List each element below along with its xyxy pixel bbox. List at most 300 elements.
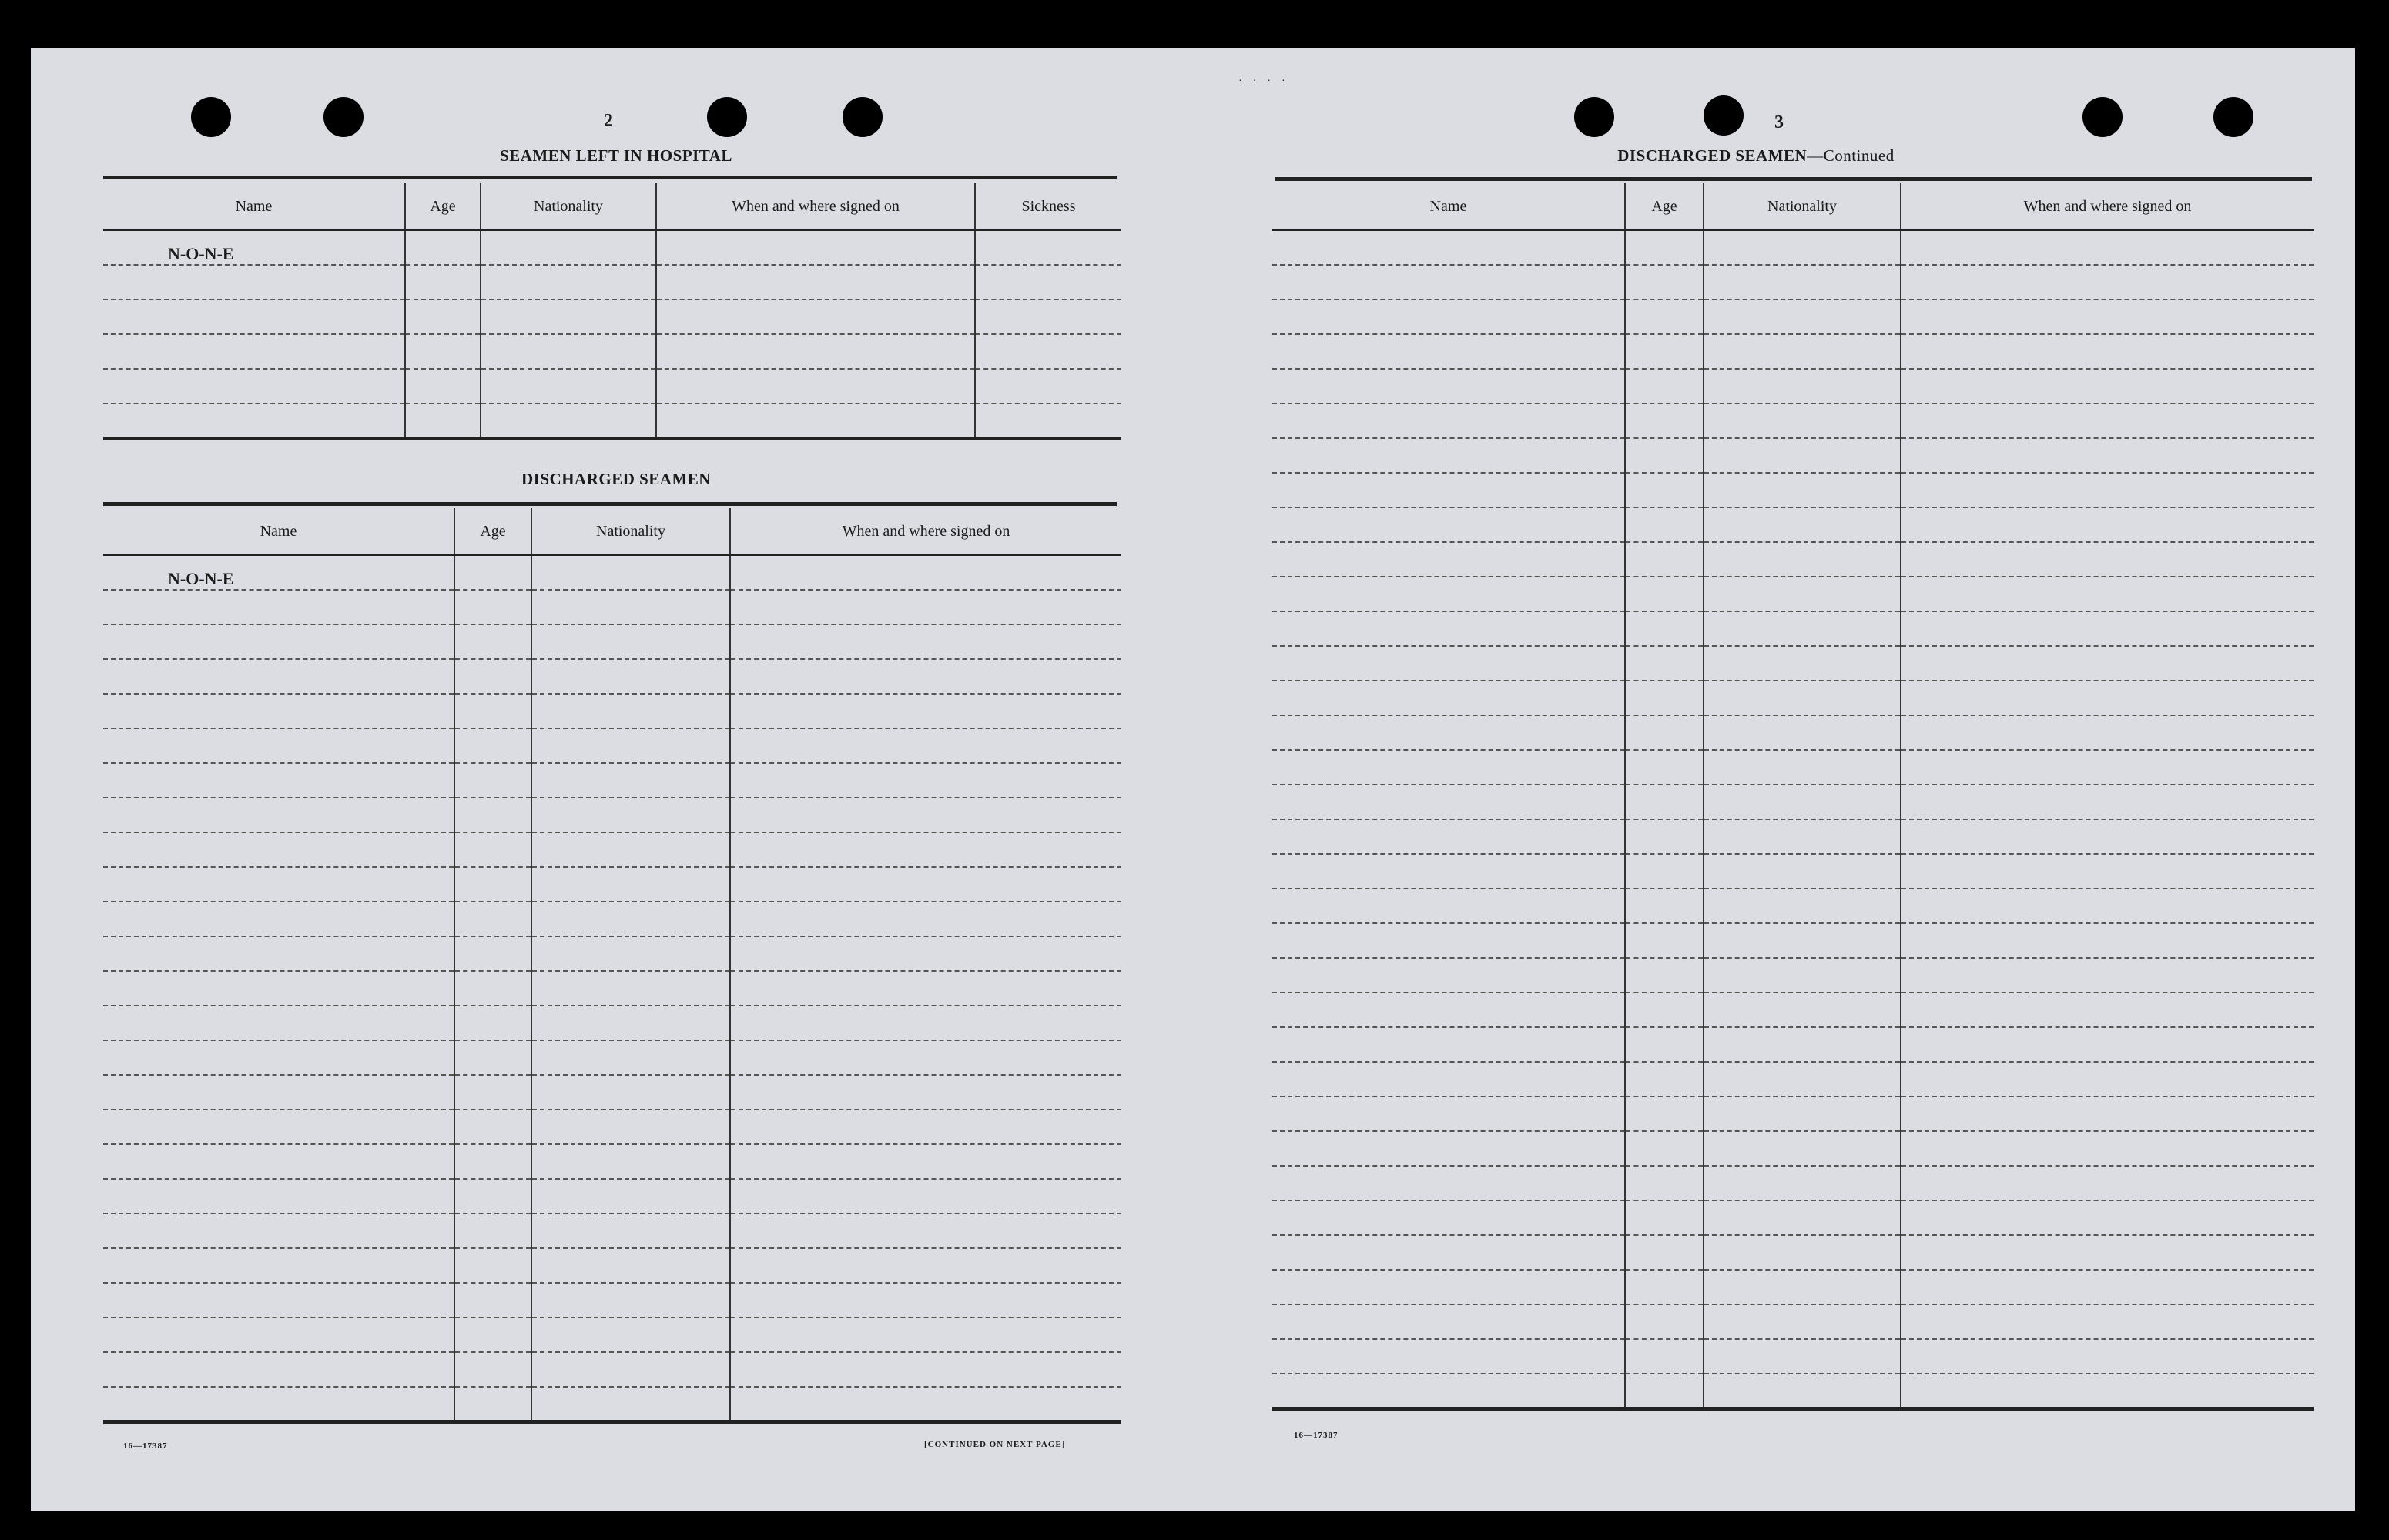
table-cell bbox=[531, 1075, 730, 1110]
table-cell bbox=[531, 867, 730, 902]
table-cell bbox=[975, 300, 1121, 334]
table-cell bbox=[481, 300, 656, 334]
table-cell bbox=[1272, 785, 1625, 819]
table-cell bbox=[1625, 230, 1704, 265]
table-row bbox=[1272, 889, 2314, 923]
table-cell bbox=[1272, 958, 1625, 993]
table-cell bbox=[1704, 854, 1901, 889]
table-cell bbox=[1901, 265, 2314, 300]
table-cell bbox=[1625, 403, 1704, 438]
table-cell bbox=[1625, 1304, 1704, 1339]
table-row bbox=[103, 1110, 1121, 1144]
punch-hole bbox=[1704, 95, 1744, 136]
table-cell bbox=[1625, 1200, 1704, 1235]
table-cell bbox=[1272, 993, 1625, 1027]
table-cell bbox=[1704, 1235, 1901, 1270]
table-cell bbox=[531, 936, 730, 971]
table-cell bbox=[103, 971, 454, 1006]
table-cell bbox=[1901, 507, 2314, 542]
table-cell bbox=[531, 1040, 730, 1075]
table-cell bbox=[103, 1387, 454, 1421]
table-cell bbox=[103, 624, 454, 659]
table-cell bbox=[1704, 300, 1901, 334]
table-cell bbox=[1272, 1374, 1625, 1408]
table-cell bbox=[1272, 1339, 1625, 1374]
table-cell bbox=[531, 1179, 730, 1214]
table-cell bbox=[1901, 1096, 2314, 1131]
column-header-nationality: Nationality bbox=[531, 508, 730, 555]
discharged-top-rule bbox=[103, 502, 1117, 506]
table-cell bbox=[454, 555, 531, 590]
table-row bbox=[1272, 1166, 2314, 1200]
table-cell bbox=[1901, 889, 2314, 923]
table-cell bbox=[1901, 334, 2314, 369]
table-cell bbox=[730, 971, 1121, 1006]
table-cell bbox=[656, 403, 975, 438]
hospital-table bbox=[103, 183, 1121, 440]
table-cell bbox=[1272, 473, 1625, 507]
table-row bbox=[1272, 1304, 2314, 1339]
table-row bbox=[1272, 611, 2314, 646]
scanned-form-spread bbox=[31, 48, 2355, 1511]
table-cell bbox=[103, 1179, 454, 1214]
punch-hole bbox=[323, 97, 364, 137]
table-row bbox=[1272, 473, 2314, 507]
discharged-continued-table-body bbox=[1272, 230, 2314, 1408]
table-cell bbox=[1272, 1096, 1625, 1131]
table-row bbox=[103, 763, 1121, 798]
table-cell bbox=[1625, 681, 1704, 715]
table-cell bbox=[1901, 1235, 2314, 1270]
discharged-continued-table bbox=[1272, 183, 2314, 1411]
table-cell bbox=[531, 832, 730, 867]
table-cell bbox=[1901, 993, 2314, 1027]
table-cell bbox=[1625, 542, 1704, 577]
form-number-right: 16—17387 bbox=[1294, 1431, 1339, 1440]
table-cell bbox=[1704, 507, 1901, 542]
table-cell bbox=[975, 403, 1121, 438]
table-row bbox=[1272, 1027, 2314, 1062]
table-cell bbox=[1704, 1131, 1901, 1166]
table-cell bbox=[1272, 923, 1625, 958]
table-cell bbox=[454, 1179, 531, 1214]
table-cell bbox=[405, 300, 481, 334]
table-cell bbox=[481, 403, 656, 438]
table-cell bbox=[531, 1387, 730, 1421]
table-cell bbox=[405, 265, 481, 300]
table-cell bbox=[1272, 819, 1625, 854]
table-cell bbox=[1704, 923, 1901, 958]
table-cell bbox=[1704, 611, 1901, 646]
column-header-nationality: Nationality bbox=[1704, 183, 1901, 230]
column-header-signed-on: When and where signed on bbox=[1901, 183, 2314, 230]
discharged-section-title: DISCHARGED SEAMEN bbox=[521, 470, 711, 488]
table-cell bbox=[1625, 1131, 1704, 1166]
table-cell bbox=[531, 1317, 730, 1352]
table-cell bbox=[531, 902, 730, 936]
continued-label: —Continued bbox=[1807, 146, 1895, 165]
table-cell bbox=[1272, 438, 1625, 473]
table-cell bbox=[1625, 577, 1704, 611]
table-cell bbox=[405, 230, 481, 265]
table-cell bbox=[1901, 542, 2314, 577]
table-cell bbox=[1901, 1200, 2314, 1235]
table-cell bbox=[531, 1283, 730, 1317]
table-cell bbox=[1272, 646, 1625, 681]
table-cell bbox=[1272, 334, 1625, 369]
table-cell bbox=[1704, 473, 1901, 507]
table-cell bbox=[531, 1144, 730, 1179]
table-row bbox=[103, 403, 1121, 438]
table-cell bbox=[1704, 889, 1901, 923]
table-row bbox=[1272, 542, 2314, 577]
table-cell bbox=[454, 1248, 531, 1283]
table-cell bbox=[730, 1179, 1121, 1214]
table-row bbox=[1272, 507, 2314, 542]
table-cell bbox=[454, 1387, 531, 1421]
table-cell bbox=[1901, 715, 2314, 750]
table-cell bbox=[730, 936, 1121, 971]
table-cell bbox=[1704, 1027, 1901, 1062]
table-cell bbox=[656, 334, 975, 369]
table-row bbox=[103, 798, 1121, 832]
table-row bbox=[1272, 1339, 2314, 1374]
table-cell bbox=[1901, 230, 2314, 265]
table-cell bbox=[730, 1040, 1121, 1075]
table-cell bbox=[1704, 1339, 1901, 1374]
table-cell bbox=[1272, 1304, 1625, 1339]
table-cell bbox=[1272, 1131, 1625, 1166]
table-cell bbox=[103, 936, 454, 971]
table-row bbox=[103, 694, 1121, 728]
table-cell bbox=[1625, 507, 1704, 542]
punch-hole bbox=[2082, 97, 2123, 137]
table-cell bbox=[656, 265, 975, 300]
table-cell bbox=[531, 1006, 730, 1040]
table-cell bbox=[1901, 1131, 2314, 1166]
page-number-right: 3 bbox=[1774, 112, 1784, 132]
table-row bbox=[1272, 785, 2314, 819]
table-cell bbox=[1272, 681, 1625, 715]
table-cell bbox=[730, 1110, 1121, 1144]
table-cell bbox=[103, 1283, 454, 1317]
punch-hole bbox=[843, 97, 883, 137]
table-cell bbox=[454, 763, 531, 798]
table-cell bbox=[1704, 230, 1901, 265]
table-row bbox=[103, 1006, 1121, 1040]
table-cell bbox=[454, 832, 531, 867]
table-cell bbox=[1625, 958, 1704, 993]
table-cell bbox=[531, 624, 730, 659]
table-cell bbox=[1625, 1270, 1704, 1304]
table-cell bbox=[1901, 923, 2314, 958]
table-row bbox=[1272, 750, 2314, 785]
table-cell bbox=[1901, 369, 2314, 403]
table-row bbox=[1272, 646, 2314, 681]
table-cell bbox=[730, 1387, 1121, 1421]
table-row bbox=[1272, 1374, 2314, 1408]
table-header-row bbox=[1272, 183, 2314, 230]
table-cell bbox=[1625, 1166, 1704, 1200]
table-cell bbox=[1272, 577, 1625, 611]
table-cell bbox=[1704, 750, 1901, 785]
table-cell bbox=[1625, 993, 1704, 1027]
table-cell bbox=[1625, 854, 1704, 889]
table-row bbox=[103, 867, 1121, 902]
table-cell bbox=[1901, 750, 2314, 785]
table-cell bbox=[1272, 300, 1625, 334]
table-cell bbox=[1704, 438, 1901, 473]
table-cell bbox=[1704, 1374, 1901, 1408]
table-cell bbox=[1901, 300, 2314, 334]
table-row bbox=[103, 659, 1121, 694]
table-cell bbox=[1901, 681, 2314, 715]
table-cell bbox=[730, 1352, 1121, 1387]
table-header-row bbox=[103, 508, 1121, 555]
table-row bbox=[103, 334, 1121, 369]
punch-hole bbox=[1574, 97, 1614, 137]
table-cell bbox=[730, 1317, 1121, 1352]
table-cell bbox=[730, 867, 1121, 902]
table-cell bbox=[1704, 993, 1901, 1027]
table-row bbox=[1272, 265, 2314, 300]
table-cell bbox=[531, 728, 730, 763]
table-cell bbox=[730, 1283, 1121, 1317]
table-row bbox=[1272, 854, 2314, 889]
table-cell bbox=[1901, 438, 2314, 473]
punch-hole bbox=[2213, 97, 2253, 137]
table-row bbox=[103, 936, 1121, 971]
table-cell bbox=[103, 659, 454, 694]
table-row bbox=[103, 1352, 1121, 1387]
table-cell bbox=[1272, 265, 1625, 300]
table-row bbox=[1272, 958, 2314, 993]
form-number-left: 16—17387 bbox=[123, 1441, 168, 1451]
table-row bbox=[1272, 923, 2314, 958]
table-row bbox=[103, 1317, 1121, 1352]
table-cell bbox=[1625, 923, 1704, 958]
table-row bbox=[103, 832, 1121, 867]
table-row bbox=[103, 369, 1121, 403]
column-header-age: Age bbox=[405, 183, 481, 230]
entry-none: N-O-N-E bbox=[103, 230, 405, 265]
table-cell bbox=[1901, 1166, 2314, 1200]
discharged-table bbox=[103, 508, 1121, 1424]
table-cell bbox=[1704, 1200, 1901, 1235]
table-cell bbox=[454, 1144, 531, 1179]
table-row bbox=[103, 265, 1121, 300]
table-cell bbox=[454, 1075, 531, 1110]
discharged-continued-top-rule bbox=[1275, 177, 2312, 181]
table-cell bbox=[975, 369, 1121, 403]
table-cell bbox=[1901, 1374, 2314, 1408]
table-cell bbox=[1901, 577, 2314, 611]
table-cell bbox=[1901, 1339, 2314, 1374]
scan-specks: ···· bbox=[1238, 75, 1296, 87]
table-row bbox=[1272, 993, 2314, 1027]
table-cell bbox=[1901, 646, 2314, 681]
table-cell bbox=[1901, 1027, 2314, 1062]
table-cell bbox=[1901, 1304, 2314, 1339]
table-row bbox=[103, 1214, 1121, 1248]
table-row bbox=[1272, 715, 2314, 750]
table-row bbox=[103, 300, 1121, 334]
table-row bbox=[1272, 1096, 2314, 1131]
table-cell bbox=[454, 1006, 531, 1040]
table-row bbox=[1272, 230, 2314, 265]
table-cell bbox=[1625, 785, 1704, 819]
table-cell bbox=[656, 369, 975, 403]
table-cell bbox=[103, 590, 454, 624]
table-cell bbox=[1704, 646, 1901, 681]
table-cell bbox=[1704, 715, 1901, 750]
table-row bbox=[1272, 1131, 2314, 1166]
table-cell bbox=[103, 369, 405, 403]
table-cell bbox=[454, 590, 531, 624]
table-cell bbox=[454, 798, 531, 832]
discharged-continued-title bbox=[1602, 146, 1910, 166]
table-cell bbox=[103, 1248, 454, 1283]
column-header-age: Age bbox=[1625, 183, 1704, 230]
table-cell bbox=[531, 659, 730, 694]
table-row bbox=[1272, 577, 2314, 611]
table-cell bbox=[454, 659, 531, 694]
column-header-nationality: Nationality bbox=[481, 183, 656, 230]
table-row bbox=[1272, 819, 2314, 854]
table-cell bbox=[730, 1144, 1121, 1179]
table-cell bbox=[1625, 1062, 1704, 1096]
table-cell bbox=[531, 763, 730, 798]
table-cell bbox=[103, 1352, 454, 1387]
table-cell bbox=[531, 590, 730, 624]
discharged-continued-title-main: DISCHARGED SEAMEN bbox=[1617, 146, 1808, 165]
table-cell bbox=[405, 334, 481, 369]
table-cell bbox=[1272, 750, 1625, 785]
table-row bbox=[1272, 300, 2314, 334]
table-cell bbox=[975, 265, 1121, 300]
table-row bbox=[103, 1040, 1121, 1075]
table-cell bbox=[103, 902, 454, 936]
table-row bbox=[1272, 403, 2314, 438]
table-cell bbox=[730, 1248, 1121, 1283]
table-cell bbox=[103, 694, 454, 728]
table-cell bbox=[103, 798, 454, 832]
punch-hole bbox=[191, 97, 231, 137]
table-cell bbox=[481, 230, 656, 265]
table-cell bbox=[531, 694, 730, 728]
table-cell bbox=[1625, 473, 1704, 507]
table-cell bbox=[405, 403, 481, 438]
table-cell bbox=[454, 867, 531, 902]
table-cell bbox=[730, 590, 1121, 624]
table-cell bbox=[1901, 854, 2314, 889]
table-cell bbox=[1625, 611, 1704, 646]
table-cell bbox=[730, 1075, 1121, 1110]
table-cell bbox=[405, 369, 481, 403]
table-cell bbox=[1272, 611, 1625, 646]
table-cell bbox=[454, 1040, 531, 1075]
table-cell bbox=[103, 763, 454, 798]
table-cell bbox=[730, 763, 1121, 798]
table-cell bbox=[1625, 369, 1704, 403]
table-cell bbox=[454, 902, 531, 936]
table-cell bbox=[454, 694, 531, 728]
hospital-top-rule bbox=[103, 176, 1117, 179]
table-row bbox=[103, 1144, 1121, 1179]
table-cell bbox=[1704, 265, 1901, 300]
table-cell bbox=[103, 265, 405, 300]
table-cell bbox=[1901, 1062, 2314, 1096]
table-cell bbox=[1704, 1062, 1901, 1096]
table-cell bbox=[1901, 611, 2314, 646]
table-cell bbox=[1704, 681, 1901, 715]
table-cell bbox=[1272, 1235, 1625, 1270]
table-cell bbox=[454, 1110, 531, 1144]
table-cell bbox=[531, 1352, 730, 1387]
table-cell bbox=[531, 555, 730, 590]
table-cell bbox=[1901, 819, 2314, 854]
table-cell bbox=[531, 1248, 730, 1283]
table-cell bbox=[1704, 1096, 1901, 1131]
table-cell bbox=[481, 265, 656, 300]
table-cell bbox=[454, 624, 531, 659]
table-cell bbox=[103, 1040, 454, 1075]
table-cell bbox=[454, 1317, 531, 1352]
column-header-signed-on: When and where signed on bbox=[656, 183, 975, 230]
table-cell bbox=[531, 971, 730, 1006]
table-cell bbox=[454, 1283, 531, 1317]
table-cell bbox=[730, 1214, 1121, 1248]
table-row bbox=[103, 1248, 1121, 1283]
table-row bbox=[103, 624, 1121, 659]
table-cell bbox=[1625, 265, 1704, 300]
table-cell bbox=[1625, 1096, 1704, 1131]
table-cell bbox=[1272, 1166, 1625, 1200]
column-header-name: Name bbox=[103, 183, 405, 230]
table-cell bbox=[481, 334, 656, 369]
table-cell bbox=[1704, 577, 1901, 611]
table-cell bbox=[1625, 438, 1704, 473]
hospital-section-title: SEAMEN LEFT IN HOSPITAL bbox=[500, 146, 732, 165]
table-row bbox=[1272, 681, 2314, 715]
table-cell bbox=[481, 369, 656, 403]
table-row bbox=[1272, 1062, 2314, 1096]
table-cell bbox=[531, 798, 730, 832]
column-header-sickness: Sickness bbox=[975, 183, 1121, 230]
table-cell bbox=[1272, 1200, 1625, 1235]
table-row bbox=[103, 230, 1121, 265]
table-row bbox=[1272, 438, 2314, 473]
table-cell bbox=[1625, 1374, 1704, 1408]
table-cell bbox=[1272, 1027, 1625, 1062]
column-header-signed-on: When and where signed on bbox=[730, 508, 1121, 555]
table-cell bbox=[1704, 1166, 1901, 1200]
table-cell bbox=[103, 1075, 454, 1110]
table-cell bbox=[103, 403, 405, 438]
table-row bbox=[103, 590, 1121, 624]
table-row bbox=[103, 902, 1121, 936]
table-cell bbox=[1704, 1270, 1901, 1304]
table-cell bbox=[975, 334, 1121, 369]
table-row bbox=[1272, 1200, 2314, 1235]
table-cell bbox=[103, 1110, 454, 1144]
table-cell bbox=[1704, 403, 1901, 438]
table-cell bbox=[656, 300, 975, 334]
table-cell bbox=[103, 832, 454, 867]
continued-note: [CONTINUED ON NEXT PAGE] bbox=[924, 1440, 1066, 1449]
table-cell bbox=[730, 798, 1121, 832]
table-cell bbox=[730, 555, 1121, 590]
